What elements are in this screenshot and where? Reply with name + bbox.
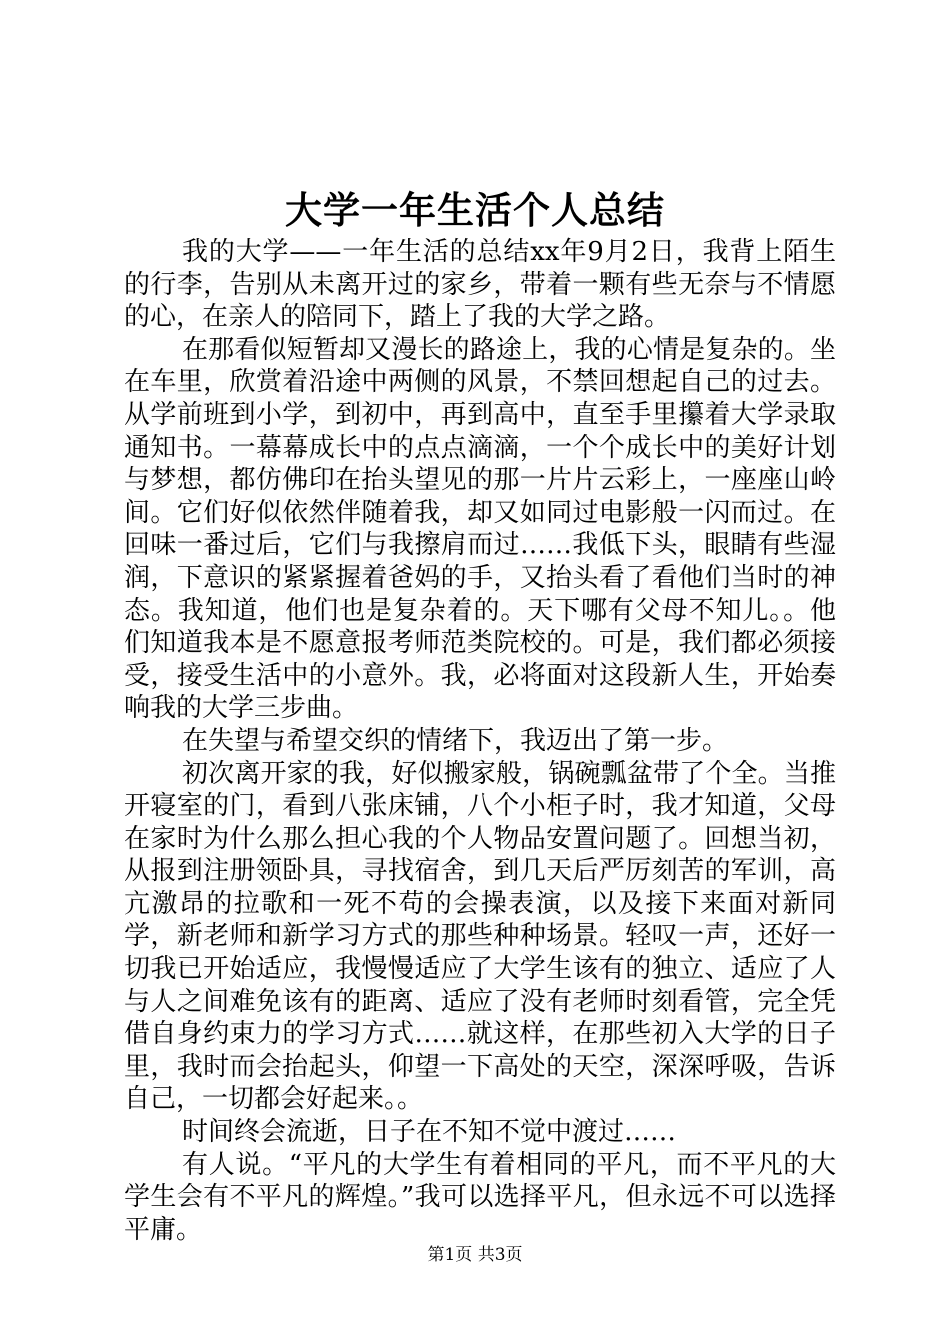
paragraph: 我的大学——一年生活的总结xx年9月2日，我背上陌生的行李，告别从未离开过的家乡，带着一颗有些无奈与不情愿的心，在亲人的陪同下，踏上了我的大学之路。 [124,237,836,333]
paragraph: 在失望与希望交织的情绪下，我迈出了第一步。 [182,725,729,756]
paragraph: 初次离开家的我，好似搬家般，锅碗瓢盆带了个全。当推开寝室的门，看到八张床铺，八个小柜子时，我才知道，父母在家时为什么那么担心我的个人物品安置问题了。回想当初，从报到注册领卧具，寻找宿舍，到几天后严厉刻苦的军训，高亢激昂的拉歌和一死不苟的会操表演，以及接下来面对新同学，新老师和新学习方式的那些种种场景。轻叹一声，还好一切我已开始适应，我慢慢适应了大学生该有的独立、适应了人与人之间难免该有的距离、适应了没有老师时刻看管，完全凭借自身约束力的学习方式……就这样，在那些初入大学的日子里，我时而会抬起头，仰望一下高处的天空，深深呼吸，告诉自己，一切都会好起来。。 [124,758,836,1115]
document-body [124,236,836,1246]
document-title: 大学一年生活个人总结 [285,188,665,232]
page-number-footer: 第1页 共3页 [427,1245,523,1265]
paragraph: 在那看似短暂却又漫长的路途上，我的心情是复杂的。坐在车里，欣赏着沿途中两侧的风景，不禁回想起自己的过去。从学前班到小学，到初中，再到高中，直至手里攥着大学录取通知书。一幕幕成长中的点点滴滴，一个个成长中的美好计划与梦想，都仿佛印在抬头望见的那一片片云彩上，一座座山岭间。它们好似依然伴随着我，却又如同过电影般一闪而过。在回味一番过后，它们与我擦肩而过……我低下头，眼睛有些湿润，下意识的紧紧握着爸妈的手，又抬头看了看他们当时的神态。我知道，他们也是复杂着的。天下哪有父母不知儿。。他们知道我本是不愿意报考师范类院校的。可是，我们都必须接受，接受生活中的小意外。我，必将面对这段新人生，开始奏响我的大学三步曲。 [124,334,836,724]
paragraph: 时间终会流逝，日子在不知不觉中渡过…… [182,1117,677,1148]
paragraph: 有人说。“平凡的大学生有着相同的平凡，而不平凡的大学生会有不平凡的辉煌。”我可以选择平凡，但永远不可以选择平庸。 [124,1149,836,1245]
